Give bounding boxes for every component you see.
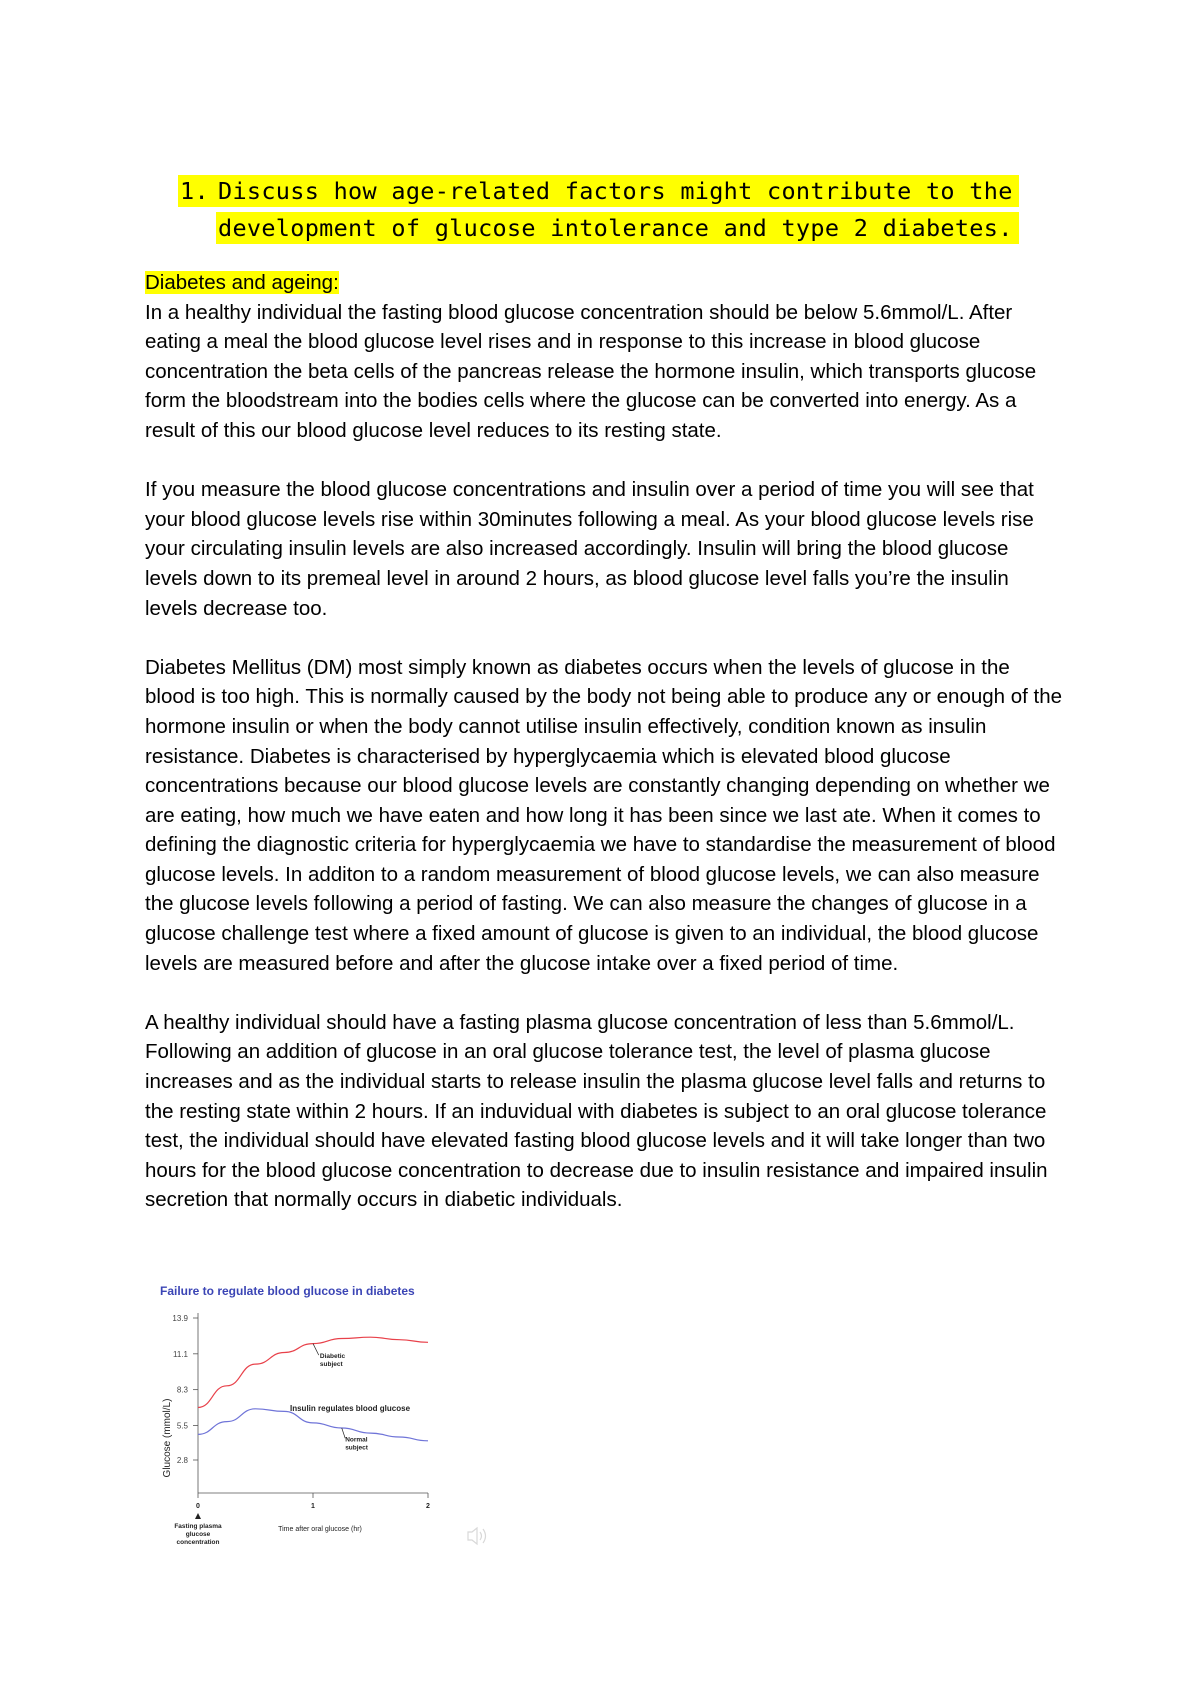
- diabetic-label: subject: [319, 1361, 343, 1369]
- chart-annotations: [174, 1344, 410, 1546]
- normal-label: subject: [345, 1444, 368, 1452]
- fasting-label: Fasting plasma: [174, 1523, 222, 1530]
- document-body: [145, 268, 1065, 1245]
- normal-label: Normal: [345, 1436, 368, 1444]
- chart-title: Failure to regulate blood glucose in diabetes: [160, 1284, 415, 1298]
- diabetic-series-line: [198, 1337, 428, 1407]
- glucose-chart-svg: [150, 1283, 510, 1565]
- fasting-label: concentration: [176, 1539, 220, 1546]
- y-tick-label: 2.8: [176, 1456, 188, 1465]
- y-tick-label: 8.3: [176, 1385, 188, 1395]
- chart-series-layer: [198, 1337, 428, 1444]
- x-axis-label: Time after oral glucose (hr): [278, 1526, 362, 1533]
- question-line-2: development of glucose intolerance and type 2 diabetes.: [218, 214, 1013, 242]
- question-heading: [178, 173, 1019, 247]
- y-tick-label: 11.1: [173, 1349, 188, 1359]
- normal-series-line: [198, 1409, 428, 1444]
- question-line-2-highlight: [216, 212, 1019, 244]
- question-line-1: Discuss how age-related factors might contribute to the: [218, 177, 1013, 205]
- x-tick-label: 2: [426, 1503, 430, 1510]
- x-tick-label: 0: [196, 1503, 200, 1510]
- paragraph-3: Diabetes Mellitus (DM) most simply known as diabetes occurs when the levels of glucose in the blood is too high. This is normally caused by the body not being able to produce any or enough of the hormone insulin or when the body cannot utilise insulin effectively, condition known as insulin resistance. Diabetes is characterised by hyperglycaemia which is elevated blood glucose concentrations because our blood glucose levels are constantly changing depending on whether we are eating, how much we have eaten and how long it has been since we last ate. When it comes to defining the diagnostic criteria for hyperglycaemia we have to standardise the measurement of blood glucose levels. In additon to a random measurement of blood glucose levels, we can also measure the glucose levels following a period of fasting. We can also measure the changes of glucose in a glucose challenge test where a fixed amount of glucose is given to an individual, the blood glucose levels are measured before and after the glucose intake over a fixed period of time.: [145, 655, 1063, 975]
- section-heading: Diabetes and ageing:: [145, 271, 339, 294]
- y-tick-label: 13.9: [172, 1314, 188, 1323]
- diabetic-pointer: [313, 1344, 319, 1356]
- glucose-chart: [150, 1283, 510, 1565]
- fasting-label: glucose: [185, 1531, 211, 1538]
- question-line-1-highlight: [178, 175, 1019, 207]
- diabetic-label: Diabetic: [319, 1353, 346, 1361]
- insulin-label: Insulin regulates blood glucose: [290, 1403, 411, 1413]
- paragraph-4: A healthy individual should have a fasting plasma glucose concentration of less than 5.6mmol/L. Following an addition of glucose in an oral glucose tolerance test, the level of plasma glucose increases and as the individual starts to release insulin the plasma glucose level falls and returns to the resting state within 2 hours. If an induvidual with diabetes is subject to an oral glucose tolerance test, the individual should have elevated fasting blood glucose levels and it will take longer than two hours for the blood glucose concentration to decrease due to insulin resistance and impaired insulin secretion that normally occurs in diabetic individuals.: [145, 1010, 1048, 1212]
- fasting-arrow: [195, 1513, 201, 1519]
- y-tick-label: 5.5: [176, 1421, 188, 1431]
- paragraph-2: If you measure the blood glucose concentrations and insulin over a period of time you will see that your blood glucose levels rise within 30minutes following a meal. As your blood glucose levels rise your circulating insulin levels are also increased accordingly. Insulin will bring the blood glucose levels down to its premeal level in around 2 hours, as blood glucose level falls you’re the insulin levels decrease too.: [145, 478, 1034, 620]
- y-axis-label: Glucose (mmol/L): [162, 1398, 173, 1478]
- question-number: 1.: [180, 177, 209, 205]
- speaker-icon[interactable]: [468, 1528, 486, 1544]
- x-tick-label: 1: [311, 1503, 315, 1510]
- paragraph-1: In a healthy individual the fasting blood glucose concentration should be below 5.6mmol/L. After eating a meal the blood glucose level rises and in response to this increase in blood glucose concentration the beta cells of the pancreas release the hormone insulin, which transports glucose form the bloodstream into the bodies cells where the glucose can be converted into energy. As a result of this our blood glucose level reduces to its resting state.: [145, 300, 1037, 442]
